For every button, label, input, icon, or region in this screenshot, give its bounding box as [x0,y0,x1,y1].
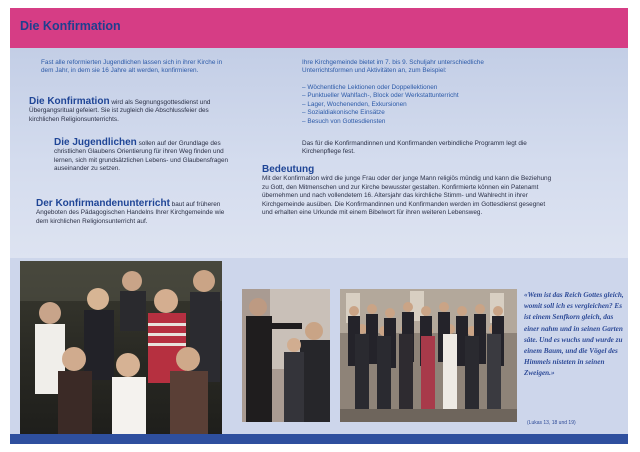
program-paragraph [302,140,534,157]
jugendlichen-heading: Die Jugendlichen [54,137,137,148]
unterricht-text: baut auf früheren Angeboten des Pädagogischen Handelns Ihrer Kirchgemeinde wie dem kirchlichen Religionsunterricht auf. [36,201,225,225]
unterricht-heading: Der Konfirmandenunterricht [36,198,170,209]
quote-reference: (Lukas 13, 18 und 19) [527,420,576,426]
offers-intro-text: Ihre Kirchgemeinde bietet im 7. bis 9. Schuljahr unterschiedliche Unterrichtsformen und Aktivitäten an, zum Beispiel: [302,59,484,75]
bedeutung-section [262,166,552,217]
blessing-photo [242,289,330,422]
page-title: Die Konfirmation [20,19,121,33]
offer-item: – Besuch von Gottesdiensten [302,117,386,125]
konfirmation-heading: Die Konfirmation [29,96,110,107]
group-photo-outdoor [20,261,222,444]
offer-item: – Lager, Wochenenden, Exkursionen [302,100,407,108]
konfirmation-text: wird als Segnungsgottesdienst und Übergangsritual gefeiert. Sie ist zugleich die Abschlussfeier des kirchlichen Religionsunterrichts. [29,99,211,123]
offers-list [302,84,522,126]
jugendlichen-text: sollen auf der Grundlage des christlichen Glaubens Orientierung für ihren Weg finden und lernen, sich mit grundsätzlichen Lebens- und Glaubensfragen auseinander zu setzen. [54,140,229,173]
offer-item: – Sozialdiakonische Einsätze [302,109,385,117]
offer-item: – Wöchentliche Lektionen oder Doppellektionen [302,84,438,91]
offer-item: – Punktueller Wahlfach-, Block oder Werkstattunterricht [302,92,459,100]
intro-paragraph [41,59,229,76]
bible-quote: «Wem ist das Reich Gottes gleich, womit soll ich es vergleichen? Es ist einem Senfkorn gleich, das einer nahm und in seinen Garten säte. Und es wuchs und wurde zu einem Baum, und die Vögel des Himmels nisteten in seinen Zweigen.» [524,291,624,378]
unterricht-paragraph [36,200,230,226]
bedeutung-text: Mit der Konfirmation wird die junge Frau oder der junge Mann religiös mündig und kann die Beziehung zu Gott, den Mitmenschen und zur Kirche bewusster gestalten. Konfirmierte können ein Patenamt übernehmen und nach vollendetem 16. Altersjahr das kirchliche Stimm- und Wahlrecht in ihrer Kirchgemeinde ausüben. Die Konfirmandinnen und Konfirmanden werden im Gottesdienst gesegnet und erhalten eine Urkunde mit einem Bibelwort für ihren weiteren Lebensweg. [262,175,552,217]
konfirmation-paragraph [29,98,229,124]
intro-text: Fast alle reformierten Jugendlichen lassen sich in ihrer Kirche in dem Jahr, in dem sie 16 Jahre alt werden, konfirmieren. [41,59,223,75]
program-text: Das für die Konfirmandinnen und Konfirmanden verbindliche Programm legt die Kirchenpflege fest. [302,140,527,156]
jugendlichen-paragraph [54,139,230,174]
church-group-photo [340,289,517,422]
offers-intro [302,59,516,76]
bottom-bar [10,434,628,444]
bedeutung-heading: Bedeutung [262,164,315,175]
